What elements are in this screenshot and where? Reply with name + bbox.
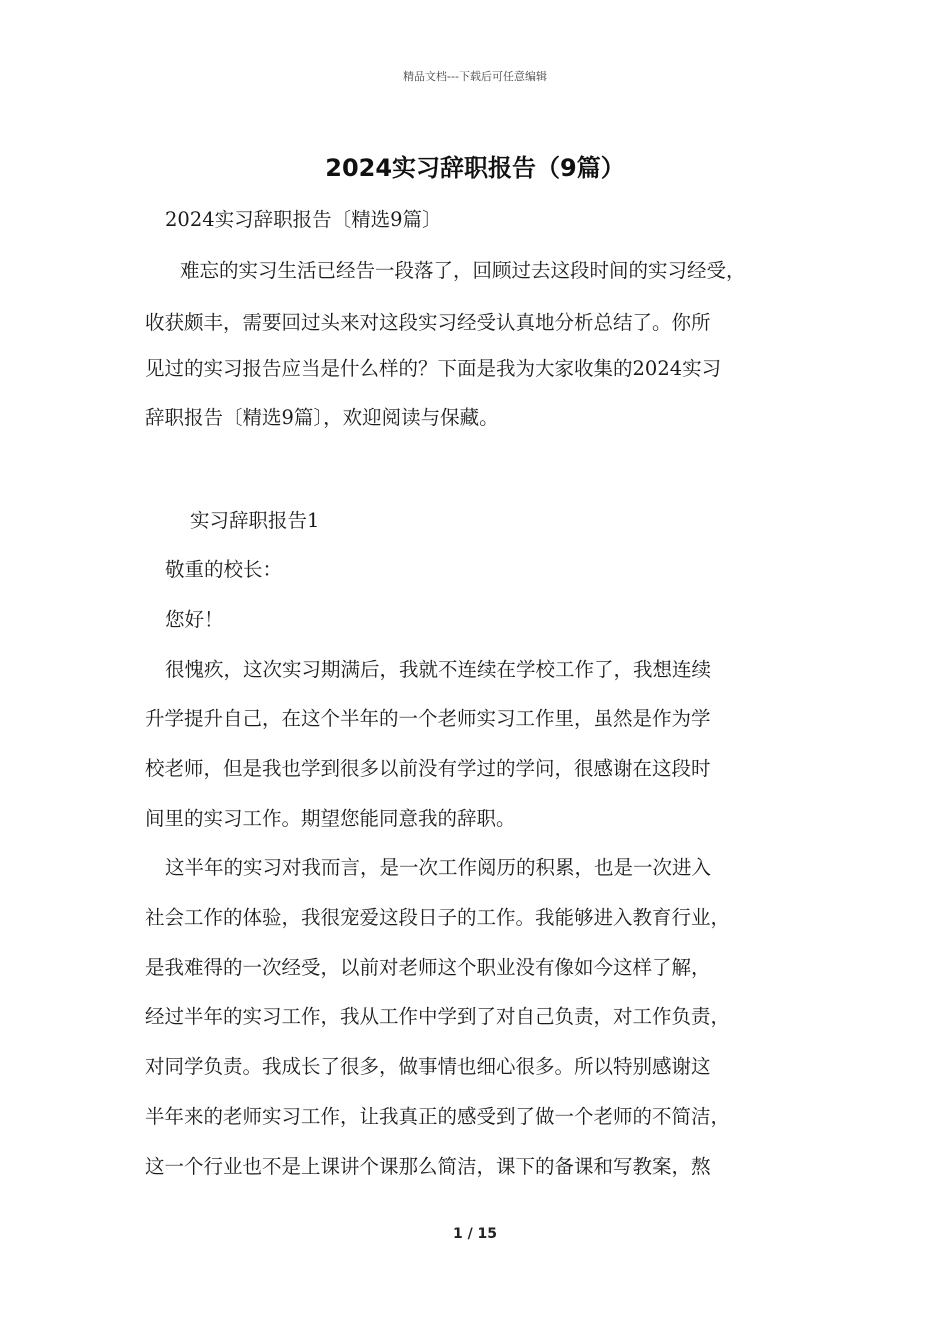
greeting: 您好！ [165, 608, 224, 631]
paragraph-line: 很愧疚，这次实习期满后，我就不连续在学校工作了，我想连续 [165, 658, 712, 681]
paragraph-line: 校老师，但是我也学到很多以前没有学过的学问，很感谢在这段时 [145, 757, 711, 780]
paragraph-line: 半年来的老师实习工作，让我真正的感受到了做一个老师的不简洁， [145, 1105, 731, 1128]
page-header: 精品文档---下载后可任意编辑 [403, 70, 547, 83]
document-title: 2024实习辞职报告（9篇） [325, 154, 625, 182]
intro-line: 见过的实习报告应当是什么样的？下面是我为大家收集的2024实习 [145, 357, 722, 380]
intro-line: 收获颇丰，需要回过头来对这段实习经受认真地分析总结了。你所 [145, 311, 711, 334]
paragraph-line: 间里的实习工作。期望您能同意我的辞职。 [145, 807, 516, 830]
paragraph-line: 对同学负责。我成长了很多，做事情也细心很多。所以特别感谢这 [145, 1055, 711, 1078]
paragraph-line: 升学提升自己，在这个半年的一个老师实习工作里，虽然是作为学 [145, 707, 711, 730]
paragraph-line: 社会工作的体验，我很宠爱这段日子的工作。我能够进入教育行业， [145, 906, 731, 929]
paragraph-line: 经过半年的实习工作，我从工作中学到了对自己负责，对工作负责， [145, 1005, 731, 1028]
section-heading: 实习辞职报告1 [190, 509, 320, 532]
intro-line: 难忘的实习生活已经告一段落了，回顾过去这段时间的实习经受， [180, 259, 746, 282]
page-number: 1 / 15 [452, 1226, 498, 1242]
salutation: 敬重的校长： [165, 558, 283, 581]
intro-line: 辞职报告〔精选9篇〕，欢迎阅读与保藏。 [145, 406, 499, 429]
paragraph-line: 是我难得的一次经受，以前对老师这个职业没有像如今这样了解， [145, 956, 711, 979]
document-subtitle: 2024实习辞职报告〔精选9篇〕 [165, 208, 442, 231]
paragraph-line: 这半年的实习对我而言，是一次工作阅历的积累，也是一次进入 [165, 856, 712, 879]
paragraph-line: 这一个行业也不是上课讲个课那么简洁，课下的备课和写教案，熬 [145, 1155, 711, 1178]
